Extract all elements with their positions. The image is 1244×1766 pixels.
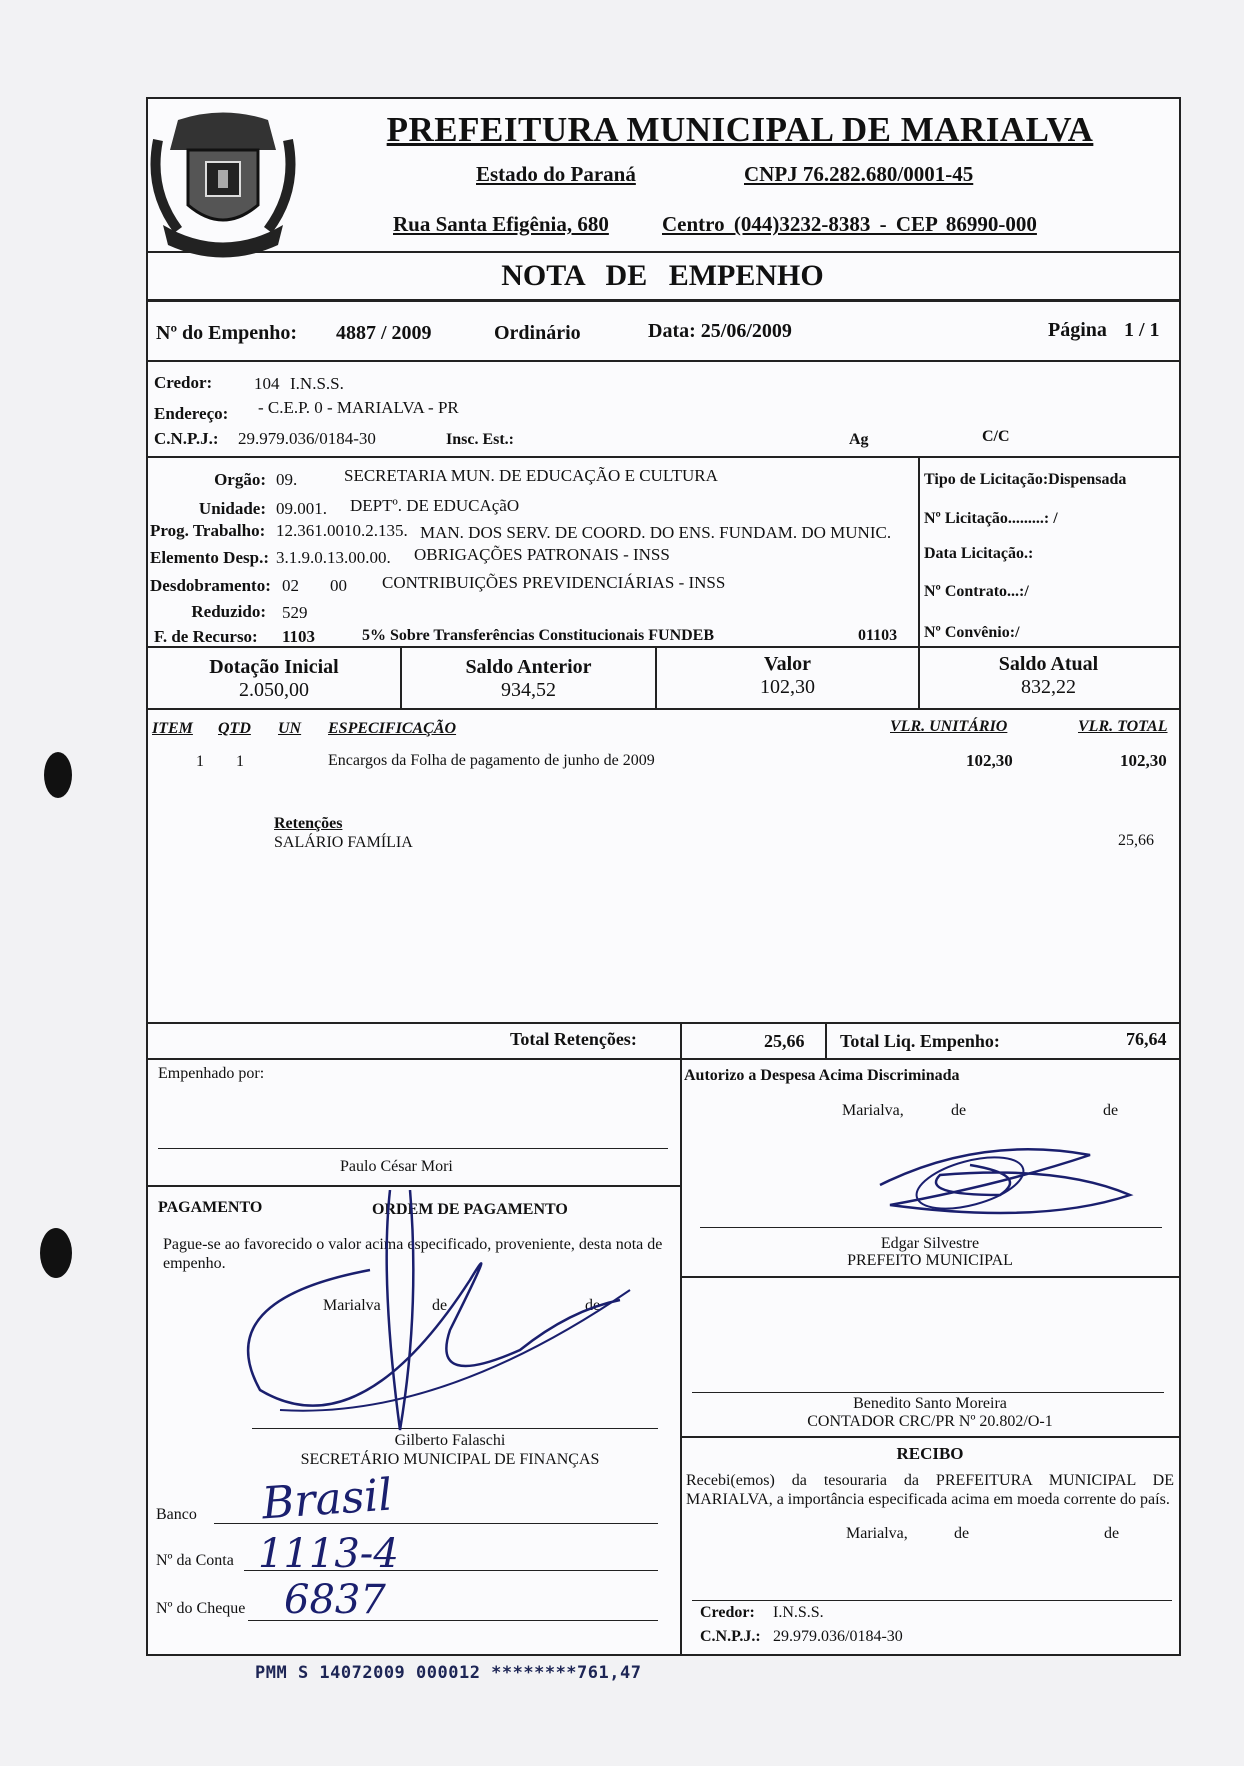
retencoes-title: Retenções (274, 815, 343, 832)
item-qtd: 1 (236, 753, 244, 770)
empenho-number: 4887 / 2009 (336, 322, 432, 344)
recibo-cnpj: 29.979.036/0184-30 (773, 1628, 903, 1645)
orgao-code: 09. (276, 470, 298, 489)
banco-label: Banco (156, 1506, 197, 1523)
empenho-date: Data: 25/06/2009 (648, 320, 792, 342)
prefeito-signature-icon (860, 1125, 1140, 1235)
recibo-credor-label: Credor: (700, 1604, 755, 1621)
conta-value: 1113-4 (258, 1531, 399, 1577)
left-de-1: de (432, 1297, 448, 1314)
balance-saldo-anterior: Saldo Anterior 934,52 (465, 656, 592, 701)
left-de-2: de (585, 1297, 601, 1314)
desd-label: Desdobramento: (150, 576, 271, 595)
district-phone-text: Centro (044)3232-8383 - CEP 86990-000 (662, 212, 1037, 236)
item-number: 1 (196, 753, 204, 770)
col-total-value: VLR. TOTAL (1078, 718, 1168, 735)
col-unit-value: VLR. UNITÁRIO (890, 718, 1008, 735)
elem-label: Elemento Desp.: (150, 548, 269, 567)
contrato-num: Nº Contrato...:/ (924, 583, 1029, 600)
right-city-2: Marialva, (846, 1525, 908, 1542)
licitacao-tipo: Tipo de Licitação:Dispensada (924, 471, 1127, 488)
desd-b: 00 (330, 576, 347, 595)
licitacao-num: Nº Licitação.........: / (924, 510, 1058, 527)
desd-desc: CONTRIBUIÇÕES PREVIDENCIÁRIAS - INSS (382, 573, 726, 592)
retencao-value: 25,66 (1118, 832, 1154, 849)
page-label: Página (1048, 319, 1107, 341)
autorizo-text: Autorizo a Despesa Acima Discriminada (684, 1067, 960, 1084)
desd-a: 02 (282, 576, 299, 595)
right-de-4: de (1104, 1525, 1120, 1542)
unidade-label: Unidade: (198, 499, 266, 518)
balance-saldo-atual: Saldo Atual 832,22 (998, 653, 1099, 698)
fonte-number: 01103 (858, 627, 898, 644)
elem-desc: OBRIGAÇÕES PATRONAIS - INSS (414, 545, 670, 564)
right-de-3: de (954, 1525, 970, 1542)
convenio-num: Nº Convênio:/ (924, 624, 1020, 641)
doc-title: NOTA DE EMPENHO (501, 259, 824, 292)
cnpj-value: 29.979.036/0184-30 (238, 429, 376, 448)
balance-dotacao: Dotação Inicial 2.050,00 (209, 656, 339, 701)
ordem-signature-icon (240, 1190, 640, 1470)
fonte-label: F. de Recurso: (154, 627, 258, 646)
balance-valor: Valor 102,30 (760, 653, 815, 698)
recibo-cnpj-label: C.N.P.J.: (700, 1628, 761, 1645)
prefeito-title: PREFEITO MUNICIPAL (847, 1252, 1013, 1269)
left-city: Marialva (323, 1297, 381, 1314)
contador-name: Benedito Santo Moreira (853, 1395, 1007, 1412)
street-text: Rua Santa Efigênia, 680 (393, 212, 609, 236)
col-un: UN (278, 720, 302, 737)
empenho-number-label: Nº do Empenho: (156, 322, 298, 344)
unidade-desc: DEPTº. DE EDUCAçãO (350, 496, 520, 515)
secretario-name: Gilberto Falaschi (394, 1432, 506, 1449)
total-liq-label: Total Liq. Empenho: (840, 1031, 1000, 1051)
page-number: 1 / 1 (1124, 319, 1160, 341)
col-qtd: QTD (218, 720, 251, 737)
licitacao-data: Data Licitação.: (924, 545, 1034, 562)
address-value: - C.E.P. 0 - MARIALVA - PR (258, 398, 459, 417)
orgao-desc: SECRETARIA MUN. DE EDUCAÇÃO E CULTURA (344, 466, 718, 485)
col-item: ITEM (152, 720, 193, 737)
elem-code: 3.1.9.0.13.00.00. (276, 548, 391, 567)
total-retencoes-value: 25,66 (764, 1031, 805, 1051)
insc-est-label: Insc. Est.: (446, 431, 515, 448)
ordem-pagamento-title: ORDEM DE PAGAMENTO (372, 1201, 568, 1218)
coat-of-arms-icon (148, 110, 298, 258)
unidade-code: 09.001. (276, 499, 327, 518)
pagamento-title: PAGAMENTO (158, 1199, 263, 1216)
cnpj-label: C.N.P.J.: (154, 429, 219, 448)
recibo-text: Recebi(emos) da tesouraria da PREFEITURA MUNICIPAL DE MARIALVA, a importância especificada acima em moeda corrente do país. (686, 1472, 1174, 1508)
cheque-value: 6837 (284, 1577, 386, 1623)
prog-code: 12.361.0010.2.135. (276, 521, 408, 540)
prog-desc: MAN. DOS SERV. DE COORD. DO ENS. FUNDAM. DO MUNIC. (420, 523, 892, 542)
page-title: PREFEITURA MUNICIPAL DE MARIALVA (386, 110, 1094, 149)
fonte-code: 1103 (282, 627, 316, 646)
recibo-title: RECIBO (896, 1444, 964, 1463)
item-unit-value: 102,30 (966, 751, 1013, 770)
orgao-label: Orgão: (214, 470, 266, 489)
total-retencoes-label: Total Retenções: (510, 1029, 637, 1049)
total-liq-value: 76,64 (1126, 1029, 1167, 1049)
state-text: Estado do Paraná (476, 162, 636, 186)
banco-value: Brasil (260, 1469, 394, 1530)
punch-hole (44, 752, 72, 798)
prog-label: Prog. Trabalho: (150, 521, 266, 540)
cnpj-text: CNPJ 76.282.680/0001-45 (744, 162, 974, 186)
prefeito-name: Edgar Silvestre (880, 1235, 980, 1252)
cheque-label: Nº do Cheque (156, 1600, 246, 1617)
credor-label: Credor: (154, 373, 213, 392)
empenho-type: Ordinário (494, 322, 581, 344)
credor-code: 104 (254, 374, 280, 393)
item-spec: Encargos da Folha de pagamento de junho de 2009 (328, 752, 655, 769)
fonte-desc: 5% Sobre Transferências Constitucionais FUNDEB (362, 627, 715, 644)
empenhado-name: Paulo César Mori (340, 1158, 453, 1175)
conta-label: Nº da Conta (156, 1552, 234, 1569)
retencao-name: SALÁRIO FAMÍLIA (274, 834, 413, 851)
item-total-value: 102,30 (1120, 751, 1167, 770)
empenhado-label: Empenhado por: (158, 1065, 265, 1082)
reduzido-label: Reduzido: (191, 602, 266, 621)
contador-title: CONTADOR CRC/PR Nº 20.802/O-1 (807, 1413, 1053, 1430)
punch-hole (40, 1228, 72, 1278)
right-city-1: Marialva, (842, 1102, 904, 1119)
col-spec: ESPECIFICAÇÃO (328, 720, 457, 737)
secretario-title: SECRETÁRIO MUNICIPAL DE FINANÇAS (300, 1451, 600, 1468)
right-de-2: de (1103, 1102, 1119, 1119)
address-label: Endereço: (154, 404, 229, 423)
pague-text: Pague-se ao favorecido o valor acima especificado, proveniente, desta nota de empenho. (163, 1236, 663, 1272)
reduzido-value: 529 (282, 603, 308, 622)
right-de-1: de (951, 1102, 967, 1119)
recibo-credor: I.N.S.S. (773, 1604, 824, 1621)
ag-label: Ag (849, 431, 869, 448)
cc-label: C/C (982, 428, 1010, 445)
credor-name: I.N.S.S. (290, 374, 344, 393)
footer-stamp: PMM S 14072009 000012 ********761,47 (255, 1663, 642, 1683)
